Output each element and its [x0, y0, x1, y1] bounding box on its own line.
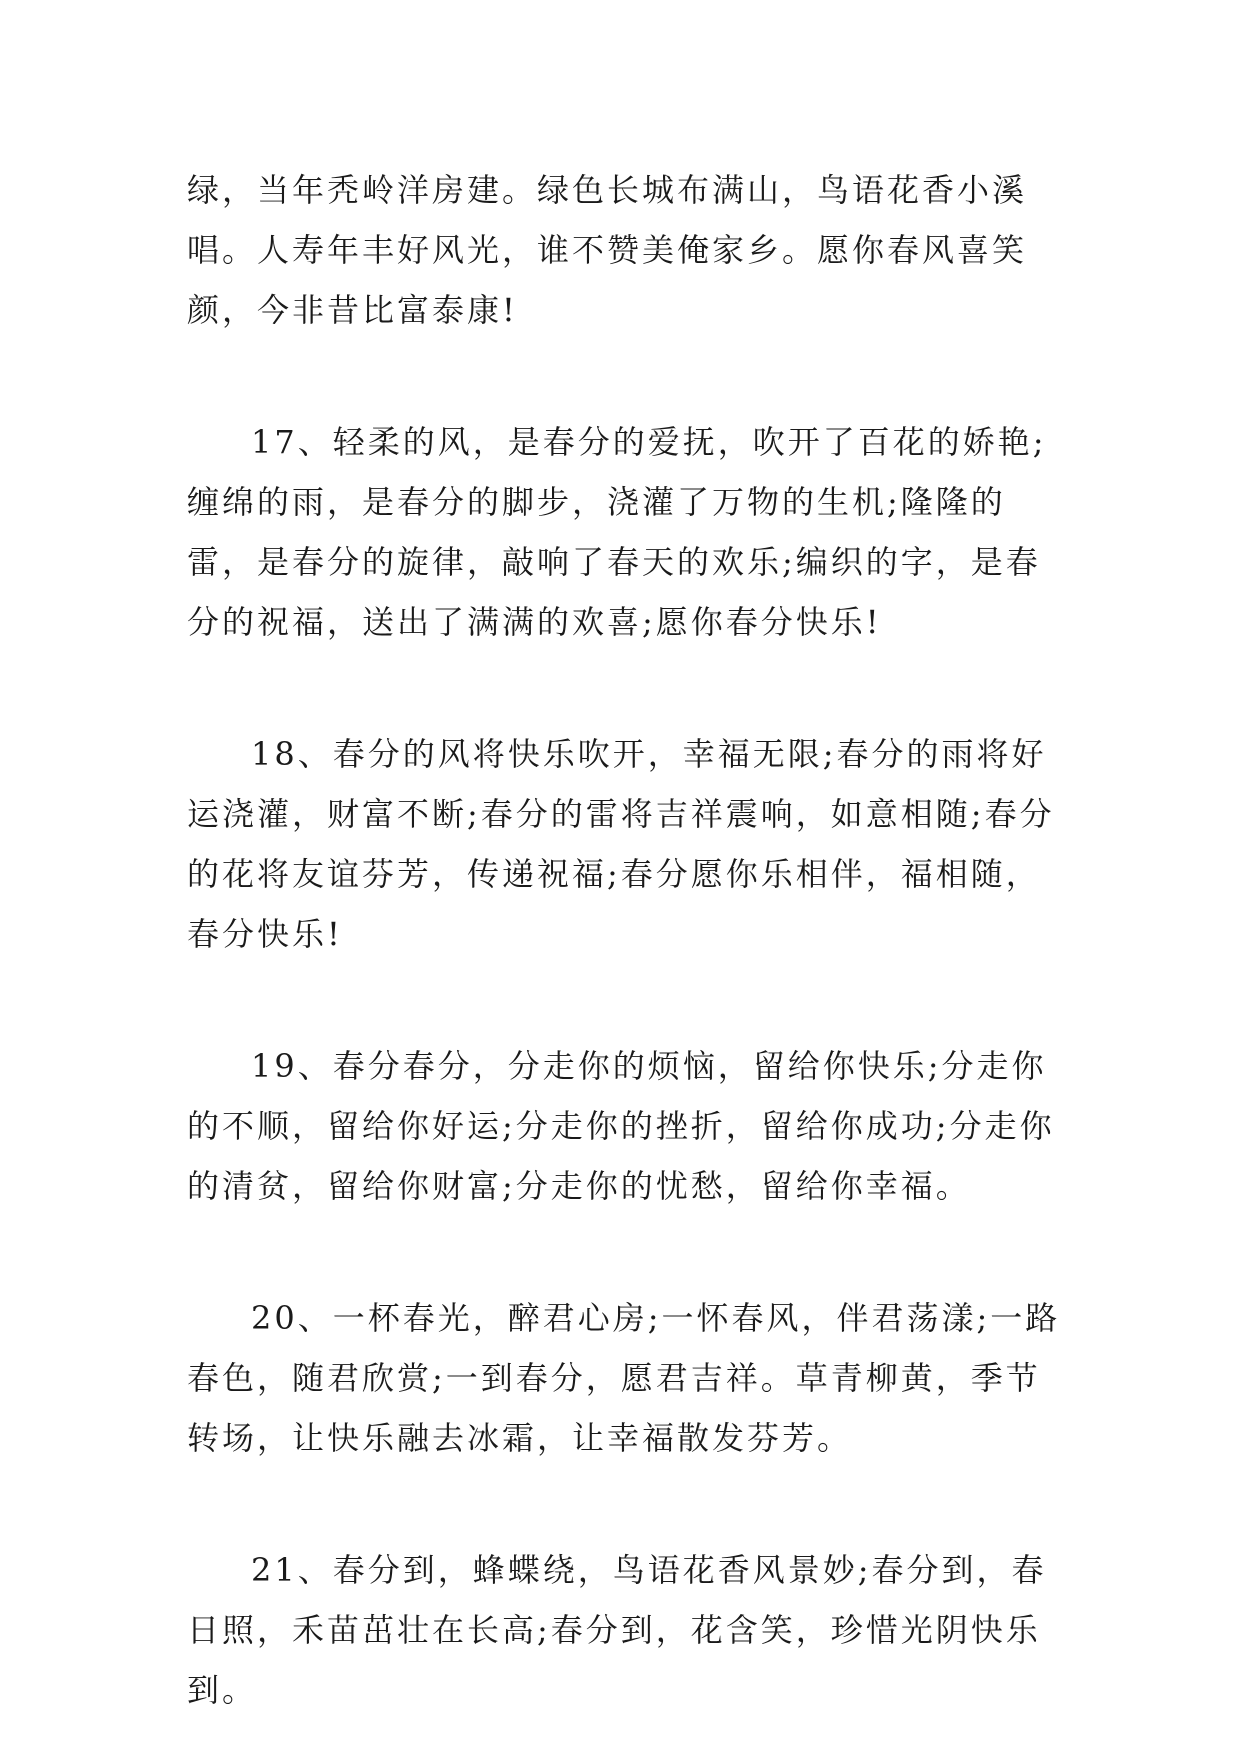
paragraph-20: 20、一杯春光，醉君心房;一怀春风，伴君荡漾;一路春色，随君欣赏;一到春分，愿君吉祥。草青柳黄，季节转场，让快乐融去冰霜，让幸福散发芬芳。 [187, 1299, 1061, 1457]
paragraph-19: 19、春分春分，分走你的烦恼，留给你快乐;分走你的不顺，留给你好运;分走你的挫折，留给你成功;分走你的清贫，留给你财富;分走你的忧愁，留给你幸福。 [187, 1047, 1055, 1205]
paragraph-17: 17、轻柔的风，是春分的爱抚，吹开了百花的娇艳;缠绵的雨，是春分的脚步，浇灌了万物的生机;隆隆的雷，是春分的旋律，敲响了春天的欢乐;编织的字，是春分的祝福，送出了满满的欢喜;愿你春分快乐! [187, 423, 1047, 641]
paragraph-21: 21、春分到，蜂蝶绕，鸟语花香风景妙;春分到，春日照，禾苗茁壮在长高;春分到，花含笑，珍惜光阴快乐到。 [187, 1551, 1047, 1709]
paragraph-18: 18、春分的风将快乐吹开，幸福无限;春分的雨将好运浇灌，财富不断;春分的雷将吉祥震响，如意相随;春分的花将友谊芬芳，传递祝福;春分愿你乐相伴，福相随，春分快乐! [187, 735, 1055, 953]
paragraph-continuation: 绿，当年秃岭洋房建。绿色长城布满山，鸟语花香小溪唱。人寿年丰好风光，谁不赞美俺家乡。愿你春风喜笑颜，今非昔比富泰康! [187, 171, 1028, 329]
document-page [187, 160, 1067, 1720]
